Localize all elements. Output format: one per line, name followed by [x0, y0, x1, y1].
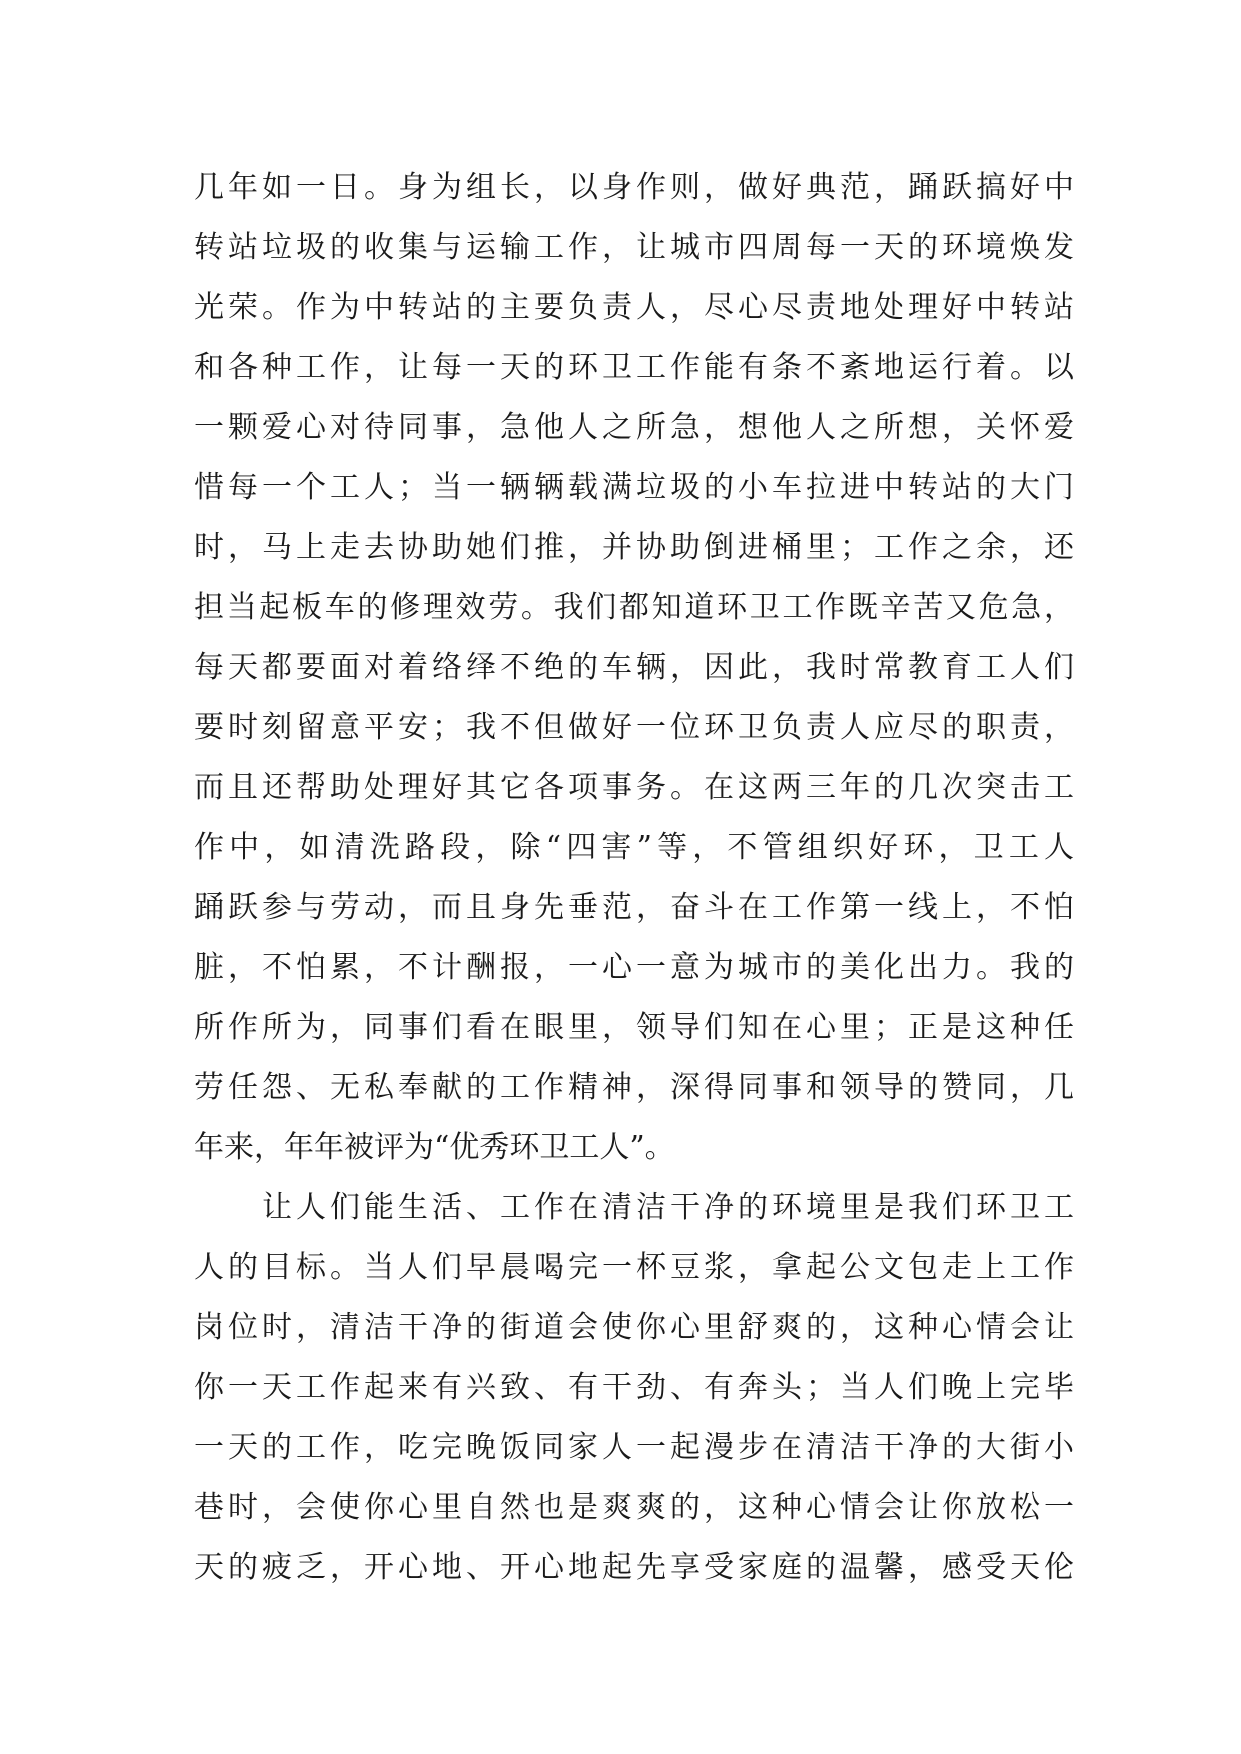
text-line: 要时刻留意平安；我不但做好一位环卫负责人应尽的职责， — [194, 710, 1074, 745]
text-line: 一颗爱心对待同事，急他人之所急，想他人之所想，关怀爱 — [194, 410, 1074, 445]
text-line: 岗位时，清洁干净的街道会使你心里舒爽的，这种心情会让 — [194, 1310, 1074, 1345]
text-line: 所作所为，同事们看在眼里，领导们知在心里；正是这种任 — [194, 1010, 1074, 1045]
text-line: 劳任怨、无私奉献的工作精神，深得同事和领导的赞同，几 — [194, 1070, 1074, 1105]
text-line: 担当起板车的修理效劳。我们都知道环卫工作既辛苦又危急， — [194, 590, 1074, 625]
text-line: 年来，年年被评为“优秀环卫工人”。 — [194, 1130, 675, 1165]
text-line: 脏，不怕累，不计酬报，一心一意为城市的美化出力。我的 — [194, 950, 1074, 985]
body-text — [194, 158, 1074, 1598]
text-line: 让人们能生活、工作在清洁干净的环境里是我们环卫工 — [194, 1190, 1074, 1225]
text-line: 天的疲乏，开心地、开心地起先享受家庭的温馨，感受天伦 — [194, 1550, 1074, 1585]
text-line: 作中，如清洗路段，除“四害”等，不管组织好环，卫工人 — [194, 830, 1074, 865]
text-line: 踊跃参与劳动，而且身先垂范，奋斗在工作第一线上，不怕 — [194, 890, 1074, 925]
paragraph-1 — [194, 158, 1074, 1178]
text-line: 你一天工作起来有兴致、有干劲、有奔头；当人们晚上完毕 — [194, 1370, 1074, 1405]
text-line: 几年如一日。身为组长，以身作则，做好典范，踊跃搞好中 — [194, 170, 1074, 205]
text-line: 和各种工作，让每一天的环卫工作能有条不紊地运行着。以 — [194, 350, 1074, 385]
text-line: 一天的工作，吃完晚饭同家人一起漫步在清洁干净的大街小 — [194, 1430, 1074, 1465]
text-line: 而且还帮助处理好其它各项事务。在这两三年的几次突击工 — [194, 770, 1074, 805]
text-line: 光荣。作为中转站的主要负责人，尽心尽责地处理好中转站 — [194, 290, 1074, 325]
text-line: 转站垃圾的收集与运输工作，让城市四周每一天的环境焕发 — [194, 230, 1074, 265]
text-line: 每天都要面对着络绎不绝的车辆，因此，我时常教育工人们 — [194, 650, 1074, 685]
paragraph-2 — [194, 1178, 1074, 1598]
text-line: 惜每一个工人；当一辆辆载满垃圾的小车拉进中转站的大门 — [194, 470, 1074, 505]
text-line: 人的目标。当人们早晨喝完一杯豆浆，拿起公文包走上工作 — [194, 1250, 1074, 1285]
text-line: 时，马上走去协助她们推，并协助倒进桶里；工作之余，还 — [194, 530, 1074, 565]
text-line: 巷时，会使你心里自然也是爽爽的，这种心情会让你放松一 — [194, 1490, 1074, 1525]
